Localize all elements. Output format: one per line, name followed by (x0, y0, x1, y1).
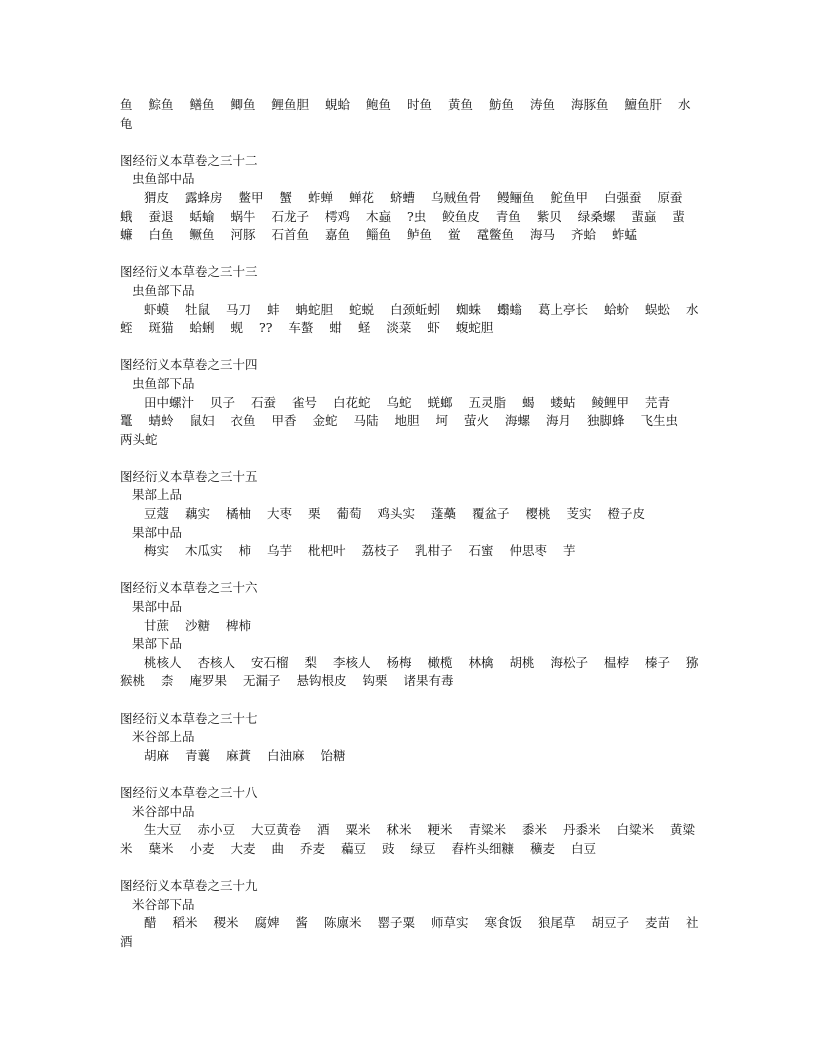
herb-item: 鲻鱼 (366, 227, 392, 243)
herb-item: 黄粱米 (120, 822, 696, 856)
herb-item: 蜆蛤 (325, 97, 351, 112)
herb-item: 覆盆子 (472, 506, 510, 522)
herb-item: 橙子皮 (607, 506, 646, 522)
herb-item: 曲 (271, 840, 285, 856)
herb-item: 橘柚 (226, 506, 252, 522)
herb-item: 麦苗 (645, 915, 671, 931)
herb-item: 衣鱼 (230, 413, 256, 429)
herb-item: ?虫 (407, 208, 427, 224)
document-page (120, 96, 700, 951)
herb-item: 无漏子 (243, 673, 281, 689)
herb-item: 石蜜 (468, 543, 494, 559)
section-heading: 虫鱼部下品 (132, 375, 195, 391)
herb-item: 石蚕 (251, 394, 277, 410)
herb-item-list (120, 821, 700, 858)
continuation-item-list (120, 96, 700, 133)
herb-item: 穬麦 (530, 840, 556, 856)
volume-block (120, 579, 700, 691)
section-spacer (120, 338, 700, 357)
volume-block (120, 356, 700, 449)
herb-item: 海螺 (505, 413, 531, 429)
herb-item: 稻米 (172, 915, 198, 931)
herb-item: 鳜鱼 (189, 227, 215, 243)
volume-title: 图经衍义本草卷之三十六 (120, 580, 258, 596)
herb-item: 黍米 (522, 822, 548, 838)
herb-item: 绿桑螺 (577, 208, 616, 224)
section-heading: 果部中品 (132, 599, 183, 615)
volume-title: 图经衍义本草卷之三十七 (120, 710, 258, 726)
herb-item: 诸果有毒 (403, 673, 454, 689)
herb-item: 海马 (530, 227, 556, 243)
herb-item: 时鱼 (407, 97, 433, 112)
herb-item: 虾蟆 (144, 301, 170, 317)
herb-item: 鯮鱼 (148, 97, 174, 112)
herb-item: 马刀 (226, 301, 252, 317)
herb-item: 胡桃 (509, 654, 535, 670)
herb-item: 生大豆 (144, 822, 182, 838)
herb-item: 涛鱼 (530, 97, 556, 112)
herb-item: 秫米 (386, 822, 412, 838)
volume-block (120, 468, 700, 561)
herb-item: 鼋鳖鱼 (476, 227, 515, 243)
volume-block (120, 784, 700, 858)
herb-item: 豆蔻 (144, 506, 170, 522)
herb-item: 榛子 (645, 654, 671, 670)
herb-item: 乳柑子 (415, 543, 453, 559)
volume-block (120, 263, 700, 337)
herb-item: 蟹 (279, 189, 293, 205)
herb-item: 杨梅 (386, 654, 412, 670)
herb-item: 柿 (238, 543, 252, 559)
herb-item: 鲮鲤甲 (591, 394, 630, 410)
herb-item: 榅桲 (604, 654, 630, 670)
herb-item: 鸡头实 (377, 506, 416, 522)
herb-item: 小麦 (189, 840, 215, 856)
herb-item: 紫贝 (536, 208, 562, 224)
herb-item: 豉 (382, 840, 395, 856)
herb-item: 蚌 (267, 301, 280, 317)
herb-item: 蘖米 (148, 840, 174, 856)
herb-item: 钩栗 (362, 673, 388, 689)
herb-item: 飞生虫 (640, 413, 679, 429)
herb-item: 猕猴桃 (120, 654, 699, 689)
herb-item: 柰 (161, 673, 174, 689)
herb-item: 鼍 (120, 413, 133, 429)
herb-item: 丹黍米 (563, 822, 601, 838)
herb-item: 蛴螬 (390, 189, 416, 205)
herb-item: 胡麻 (144, 747, 170, 763)
herb-item: 蓬蘽 (431, 506, 457, 522)
herb-item: 蝉花 (349, 189, 375, 205)
herb-item: 悬钩根皮 (296, 673, 347, 689)
section-heading: 米谷部中品 (132, 803, 195, 819)
herb-item: 舂杵头细糠 (451, 840, 515, 856)
herb-item: 大麦 (230, 840, 256, 856)
herb-item: 海月 (546, 413, 572, 429)
herb-item: 黄鱼 (448, 97, 474, 112)
herb-item: 金蛇 (312, 413, 338, 429)
herb-item: 地胆 (394, 413, 420, 429)
herb-item: 鳖甲 (238, 189, 264, 205)
herb-item-list (120, 505, 700, 524)
herb-item: 鼠妇 (189, 413, 215, 429)
herb-item: 甘蔗 (144, 617, 170, 633)
herb-item: 坷 (435, 413, 449, 429)
herb-item: 河豚 (230, 227, 256, 243)
herb-item: 酒 (317, 822, 330, 838)
herb-item: 鳝鱼 (189, 97, 215, 112)
herb-item: 淡菜 (386, 320, 412, 336)
herb-item: 蜚蠊 (120, 208, 685, 243)
herb-item: 白油麻 (267, 747, 305, 763)
herb-item: 蜻蛉 (148, 413, 174, 429)
herb-item: 赤小豆 (197, 822, 236, 838)
herb-item: 蝼蛄 (550, 394, 576, 410)
herb-item: 海松子 (550, 654, 589, 670)
herb-item: 白颈蚯蚓 (390, 301, 441, 317)
herb-item: 蜘蛛 (456, 301, 482, 317)
herb-item: 栗 (308, 506, 321, 522)
herb-item: 蛇蜕 (349, 301, 375, 317)
herb-item: 安石榴 (251, 654, 289, 670)
herb-item: 鲈鱼 (407, 227, 433, 243)
herb-item: 仲思枣 (509, 543, 548, 559)
herb-item: 师草实 (431, 915, 469, 931)
herb-item: 鳗鲡鱼 (497, 189, 535, 205)
herb-item: 石龙子 (271, 208, 310, 224)
volume-block (120, 877, 700, 951)
herb-item: 五灵脂 (468, 394, 507, 410)
herb-item: 饴糖 (320, 747, 346, 763)
herb-item: 藕实 (185, 506, 211, 522)
herb-item: 萤火 (464, 413, 490, 429)
herb-item-list (120, 301, 700, 338)
herb-item: 鲍鱼 (366, 97, 392, 112)
herb-item: 鱣鱼肝 (624, 97, 663, 112)
volume-title: 图经衍义本草卷之三十二 (120, 152, 258, 168)
volume-title: 图经衍义本草卷之三十五 (120, 468, 258, 484)
herb-item: 马陆 (353, 413, 379, 429)
section-spacer (120, 133, 700, 152)
herb-item: 醋 (144, 915, 157, 931)
herb-item: 蜈蚣 (645, 301, 671, 317)
herb-item: 乌芋 (267, 543, 293, 559)
herb-item: 粳米 (427, 822, 453, 838)
herb-item: 蜣螂 (427, 394, 453, 410)
herb-item: 胡豆子 (591, 915, 630, 931)
herb-item: 蛤蚧 (604, 301, 630, 317)
herb-item: 青粱米 (468, 822, 507, 838)
section-heading: 虫鱼部下品 (132, 282, 195, 298)
herb-item: 罂子粟 (377, 915, 416, 931)
herb-item-list (120, 617, 700, 636)
herb-item: 蛤蜊 (189, 320, 215, 336)
herb-item: 大枣 (267, 506, 293, 522)
herb-item: 木蝱 (366, 208, 392, 224)
herb-item-list (120, 542, 700, 561)
herb-item: 鲛鱼皮 (442, 208, 480, 224)
herb-item: 枇杷叶 (308, 543, 346, 559)
herb-item: 蜗牛 (230, 208, 256, 224)
herb-item: 蚕退 (148, 208, 174, 224)
herb-item: 葡萄 (336, 506, 362, 522)
herb-item: ?? (259, 320, 273, 336)
volume-list (120, 133, 700, 951)
section-spacer (120, 561, 700, 580)
section-spacer (120, 245, 700, 264)
herb-item: 粟米 (345, 822, 371, 838)
herb-item: 陈廪米 (324, 915, 362, 931)
herb-item: 蛏 (357, 320, 371, 336)
herb-item: 贝子 (210, 394, 236, 410)
section-spacer (120, 449, 700, 468)
herb-item: 斑猫 (148, 320, 174, 336)
herb-item: 石首鱼 (271, 227, 310, 243)
herb-item: 雀号 (292, 394, 318, 410)
herb-item: 青鱼 (495, 208, 521, 224)
herb-item: 乔麦 (300, 840, 326, 856)
herb-item: 乌贼鱼骨 (431, 189, 482, 205)
herb-item: 庵罗果 (189, 673, 228, 689)
herb-item: 林檎 (468, 654, 494, 670)
herb-item: 蚶 (329, 320, 342, 336)
herb-item: 芫青 (645, 394, 671, 410)
section-heading: 米谷部下品 (132, 896, 195, 912)
volume-title: 图经衍义本草卷之三十三 (120, 264, 258, 280)
herb-item: 稷米 (213, 915, 239, 931)
herb-item: 蚺蛇胆 (295, 301, 334, 317)
herb-item-list (120, 747, 700, 766)
herb-item: 嘉鱼 (325, 227, 351, 243)
herb-item: 木瓜实 (185, 543, 223, 559)
herb-item: 狼尾草 (538, 915, 576, 931)
herb-item: 橄榄 (427, 654, 453, 670)
herb-item: 麻蕡 (226, 747, 252, 763)
section-spacer (120, 691, 700, 710)
herb-item-list (120, 394, 700, 450)
section-heading: 果部上品 (132, 487, 183, 503)
herb-item: 椑柿 (226, 617, 252, 633)
herb-item: 葛上亭长 (538, 301, 589, 317)
herb-item: 田中螺汁 (144, 394, 195, 410)
herb-item: 白花蛇 (333, 394, 371, 410)
herb-item: 杏核人 (197, 654, 236, 670)
herb-item-list (120, 189, 700, 245)
herb-item: 芰实 (566, 506, 592, 522)
volume-title: 图经衍义本草卷之三十四 (120, 357, 258, 373)
herb-item: 原蚕蛾 (120, 189, 683, 224)
section-heading: 米谷部上品 (132, 729, 195, 745)
herb-item: 鲤鱼胆 (271, 97, 310, 112)
herb-item-list (120, 654, 700, 691)
herb-item: 社酒 (120, 915, 699, 949)
herb-item: 白鱼 (148, 227, 174, 243)
herb-item: 荔枝子 (361, 543, 400, 559)
section-spacer (120, 858, 700, 877)
herb-item: 鱼 (120, 97, 133, 112)
herb-item: 沙糖 (185, 617, 211, 633)
herb-item: 露蜂房 (185, 189, 223, 205)
herb-item: 车螯 (288, 320, 314, 336)
herb-item: 桃核人 (144, 654, 182, 670)
herb-item: 乌蛇 (386, 394, 412, 410)
herb-item: 绿豆 (410, 840, 436, 856)
herb-item: 独脚蜂 (587, 413, 625, 429)
herb-item: 白豆 (571, 840, 597, 856)
herb-item: 鮀鱼甲 (550, 189, 589, 205)
herb-item: 青蘘 (185, 747, 211, 763)
herb-item: 酱 (295, 915, 309, 931)
herb-item: 梅实 (144, 543, 170, 559)
herb-item: 虾 (427, 320, 440, 336)
herb-item: 海豚鱼 (571, 97, 609, 112)
herb-item: 蜚蝱 (631, 208, 657, 224)
herb-item: 樗鸡 (325, 208, 351, 224)
section-heading: 虫鱼部中品 (132, 171, 195, 187)
herb-item: 魴鱼 (489, 97, 515, 112)
herb-item: 鲎 (448, 227, 461, 243)
herb-item: 水龟 (120, 97, 691, 131)
herb-item: 蝎 (522, 394, 535, 410)
herb-item-list (120, 914, 700, 951)
herb-item: 寒食饭 (484, 915, 523, 931)
herb-item: 猬皮 (144, 189, 170, 205)
herb-item: 蚱蝉 (308, 189, 334, 205)
section-heading: 果部下品 (132, 636, 183, 652)
herb-item: 蚬 (230, 320, 244, 336)
herb-item: 李核人 (333, 654, 371, 670)
herb-item: 白强蚕 (604, 189, 642, 205)
herb-item: 鲫鱼 (230, 97, 256, 112)
herb-item: 藊豆 (341, 840, 367, 856)
herb-item: 水蛭 (120, 301, 699, 336)
herb-item: 蚱蜢 (612, 227, 638, 243)
volume-block (120, 152, 700, 245)
volume-title: 图经衍义本草卷之三十八 (120, 784, 258, 800)
herb-item: 芋 (563, 543, 576, 559)
volume-block (120, 710, 700, 766)
section-spacer (120, 765, 700, 784)
herb-item: 两头蛇 (120, 431, 158, 447)
section-heading: 果部中品 (132, 524, 183, 540)
herb-item: 梨 (304, 654, 318, 670)
herb-item: 蛞蝓 (189, 208, 215, 224)
herb-item: 白粱米 (616, 822, 655, 838)
herb-item: 牡鼠 (185, 301, 211, 317)
herb-item: 腐婢 (254, 915, 280, 931)
herb-item: 樱桃 (525, 506, 551, 522)
herb-item: 蠮螉 (497, 301, 523, 317)
herb-item: 齐蛤 (571, 227, 597, 243)
herb-item: 甲香 (271, 413, 297, 429)
volume-title: 图经衍义本草卷之三十九 (120, 877, 258, 893)
herb-item: 大豆黄卷 (251, 822, 302, 838)
herb-item: 蝮蛇胆 (455, 320, 494, 336)
